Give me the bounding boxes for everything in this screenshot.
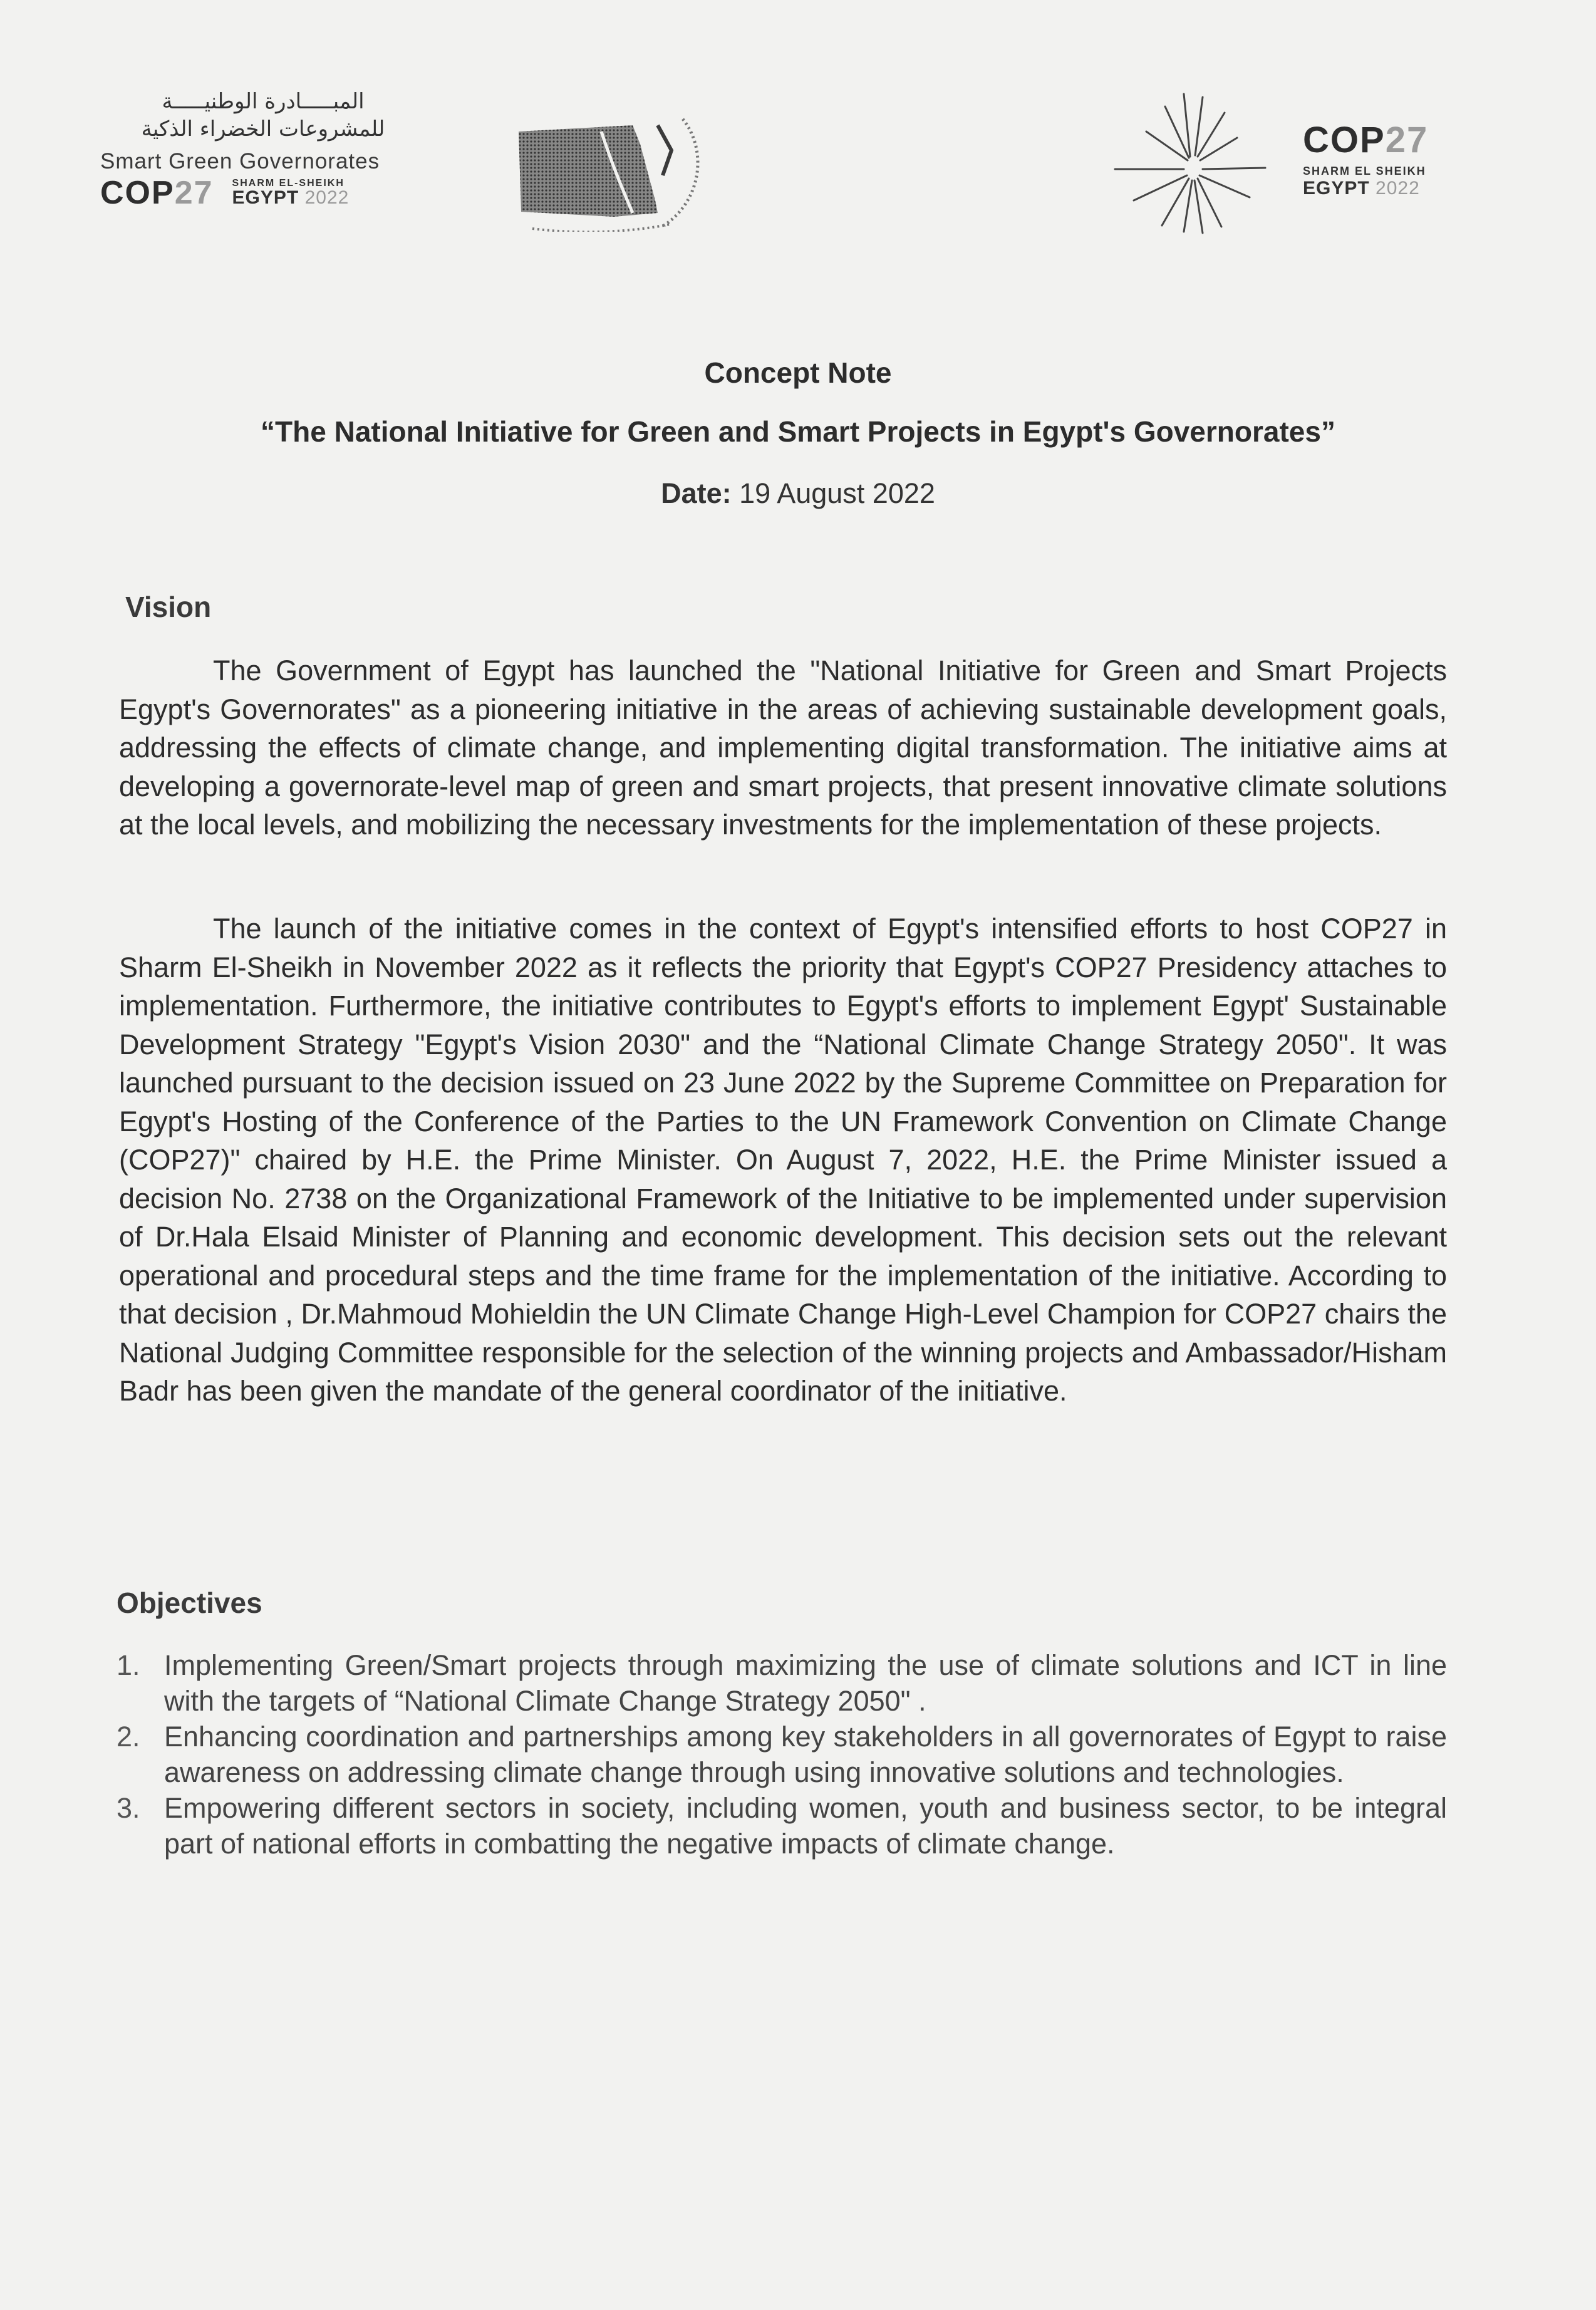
egypt-map-emblem-icon xyxy=(507,106,708,232)
vision-paragraph-1: The Government of Egypt has launched the "National Initiative for Green and Smart Projects Egypt's Governorates" as a pioneering initiative in the areas of achieving sustainable development goals, addressing the effects of climate change, and implementing digital transformation. The initiative aims at developing a governorate-level map of green and smart projects, that present innovative climate solutions at the local levels, and mobilizing the necessary investments for the implementation of these projects. xyxy=(119,655,1447,841)
list-item xyxy=(117,1647,1447,1719)
cop27-sun-burst-icon xyxy=(1109,88,1272,238)
document-heading: Concept Note xyxy=(704,356,892,389)
document-date xyxy=(0,477,1596,510)
cop-wordmark: COP27 xyxy=(100,175,214,211)
objective-text: Enhancing coordination and partnerships among key stakeholders in all governorates of Egypt to raise awareness on addressing climate change through using innovative solutions and technologies. xyxy=(164,1721,1447,1788)
objective-number: 3. xyxy=(117,1792,140,1824)
objectives-heading: Objectives xyxy=(117,1587,262,1619)
smart-green-governorates-logo xyxy=(100,88,451,212)
date-value: 19 August 2022 xyxy=(739,477,935,509)
cop27-right-logo xyxy=(1303,119,1491,199)
cop-location: SHARM EL-SHEIKH EGYPT 2022 xyxy=(232,178,350,208)
objective-number: 1. xyxy=(117,1649,140,1681)
document-title: “The National Initiative for Green and Smart Projects in Egypt's Governorates” xyxy=(261,415,1335,448)
date-label: Date: xyxy=(661,477,732,509)
list-item xyxy=(117,1790,1447,1862)
objectives-list xyxy=(117,1647,1447,1862)
vision-heading: Vision xyxy=(125,591,212,623)
cop27-left-mark xyxy=(100,174,451,212)
vision-paragraph-2: The launch of the initiative comes in the context of Egypt's intensified efforts to host COP27 in Sharm El-Sheikh in November 2022 as it reflects the priority that Egypt's COP27 Presidency attaches to implementation. Furthermore, the initiative contributes to Egypt's efforts to implement Egypt' Sustainable Development Strategy "Egypt's Vision 2030" and the “National Climate Change Strategy 2050". It was launched pursuant to the decision issued on 23 June 2022 by the Supreme Committee on Preparation for Egypt's Hosting of the Conference of the Parties to the UN Framework Convention on Climate Change (COP27)" chaired by H.E. the Prime Minister. On August 7, 2022, H.E. the Prime Minister issued a decision No. 2738 on the Organizational Framework of the Initiative to be implemented under supervision of Dr.Hala Elsaid Minister of Planning and economic development. This decision sets out the relevant operational and procedural steps and the time frame for the implementation of the initiative. According to that decision , Dr.Mahmoud Mohieldin the UN Climate Change High-Level Champion for COP27 chairs the National Judging Committee responsible for the selection of the winning projects and Ambassador/Hisham Badr has been given the mandate of the general coordinator of the initiative. xyxy=(119,913,1447,1407)
cop-wordmark: COP27 xyxy=(1303,120,1429,160)
list-item xyxy=(117,1719,1447,1790)
objective-number: 2. xyxy=(117,1721,140,1753)
objective-text: Implementing Green/Smart projects through maximizing the use of climate solutions and ICT in line with the targets of “National Climate Change Strategy 2050" . xyxy=(164,1649,1447,1717)
logo-english-title: Smart Green Governorates xyxy=(100,149,380,174)
logo-arabic-line-2: للمشروعات الخضراء الذكية xyxy=(141,117,385,142)
cop-country-year: EGYPT 2022 xyxy=(1303,178,1420,199)
objective-text: Empowering different sectors in society, including women, youth and business sector, to be integral part of national efforts in combatting the negative impacts of climate change. xyxy=(164,1792,1447,1860)
logo-arabic-line-1: المبـــــادرة الوطنيـــــة xyxy=(162,89,365,114)
cop-location: SHARM EL SHEIKH xyxy=(1303,165,1426,177)
